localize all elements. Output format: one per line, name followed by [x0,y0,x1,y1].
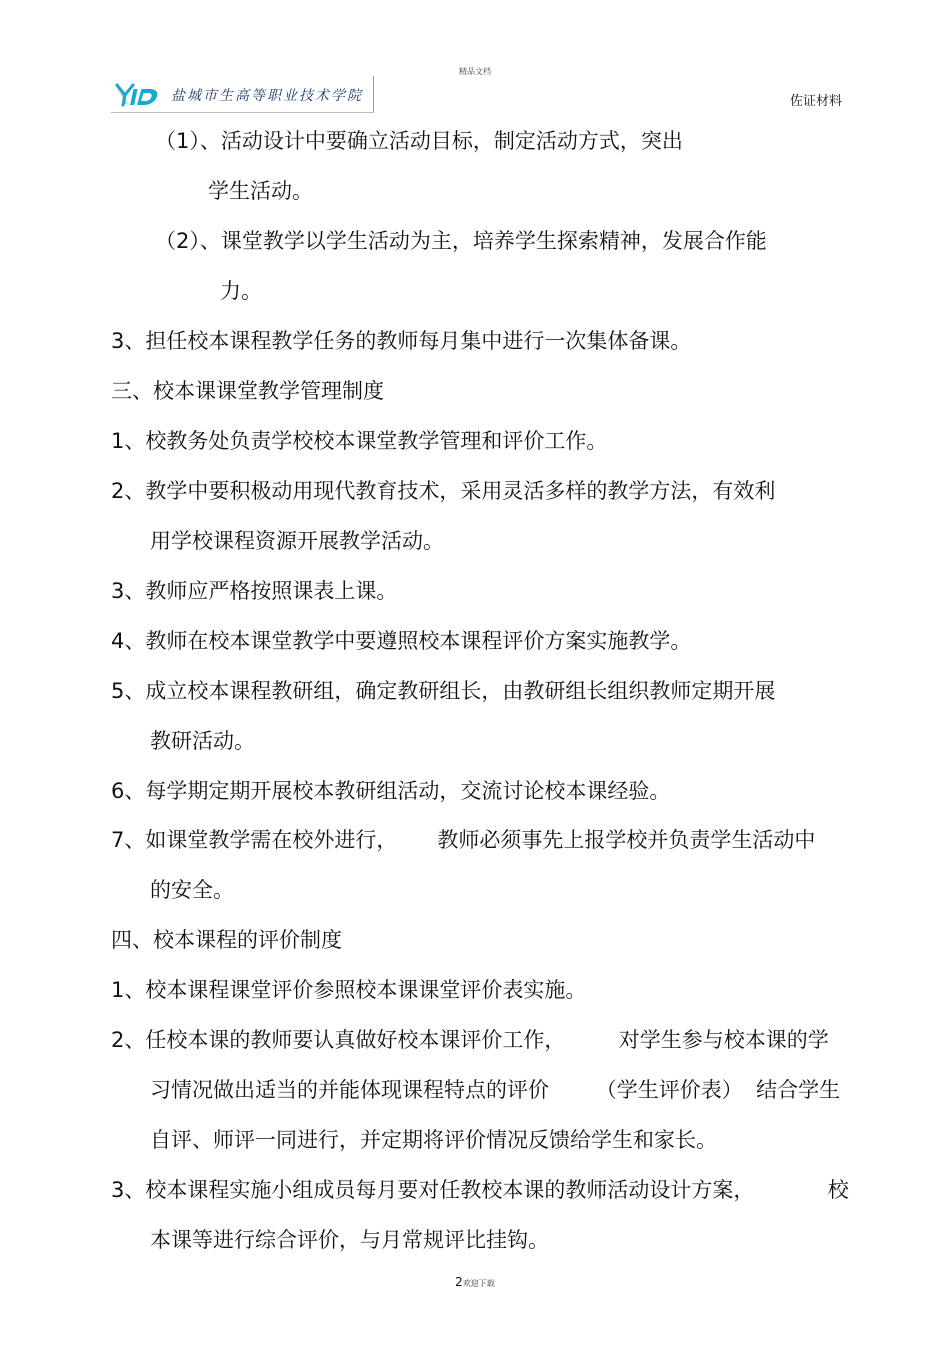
header-label: 佐证材料 [790,94,843,109]
yid-logo-icon [115,82,165,108]
text-line: 3、担任校本课程教学任务的教师每月集中进行一次集体备课。 [111,329,692,353]
text-line: 1、校教务处负责学校校本课堂教学管理和评价工作。 [111,429,608,453]
page-number: 2 [455,1275,463,1289]
text-line: 5、成立校本课程教研组，确定教研组长，由教研组长组织教师定期开展 [111,679,776,703]
text-line: 3、教师应严格按照课表上课。 [111,579,398,603]
section-heading: 三、校本课课堂教学管理制度 [111,379,384,403]
text-line: 4、教师在校本课堂教学中要遵照校本课程评价方案实施教学。 [111,629,692,653]
text-line: （2）、课堂教学以学生活动为主，培养学生探索精神，发展合作能 [155,229,767,253]
footer-text: 欢迎下载 [462,1279,495,1288]
text-line: 2、教学中要积极动用现代教育技术，采用灵活多样的教学方法，有效利 [111,479,776,503]
text-line: 本课等进行综合评价，与月常规评比挂钩。 [150,1228,549,1252]
text-line: 用学校课程资源开展教学活动。 [150,529,444,553]
school-logo [111,76,374,113]
text-line: （1）、活动设计中要确立活动目标，制定活动方式，突出 [155,129,683,153]
top-note: 精品文档 [459,67,491,76]
text-line: 学生活动。 [208,179,313,203]
text-line: 力。 [220,279,262,303]
text-line: 6、每学期定期开展校本教研组活动，交流讨论校本课经验。 [111,779,671,803]
logo-text: 盐城市生高等职业技术学院 [171,88,363,104]
text-line: 1、校本课程课堂评价参照校本课课堂评价表实施。 [111,978,587,1002]
section-heading: 四、校本课程的评价制度 [111,928,342,952]
text-line: 7、如课堂教学需在校外进行， 教师必须事先上报学校并负责学生活动中 [111,828,816,852]
text-line: 习情况做出适当的并能体现课程特点的评价 （学生评价表） 结合学生 [150,1078,841,1102]
page-footer [0,1271,950,1290]
text-line: 教研活动。 [150,729,255,753]
text-line: 自评、师评一同进行，并定期将评价情况反馈给学生和家长。 [150,1128,717,1152]
text-line: 2、任校本课的教师要认真做好校本课评价工作， 对学生参与校本课的学 [111,1028,829,1052]
text-line: 的安全。 [150,878,234,902]
text-line: 3、校本课程实施小组成员每月要对任教校本课的教师活动设计方案， 校 [111,1178,849,1202]
